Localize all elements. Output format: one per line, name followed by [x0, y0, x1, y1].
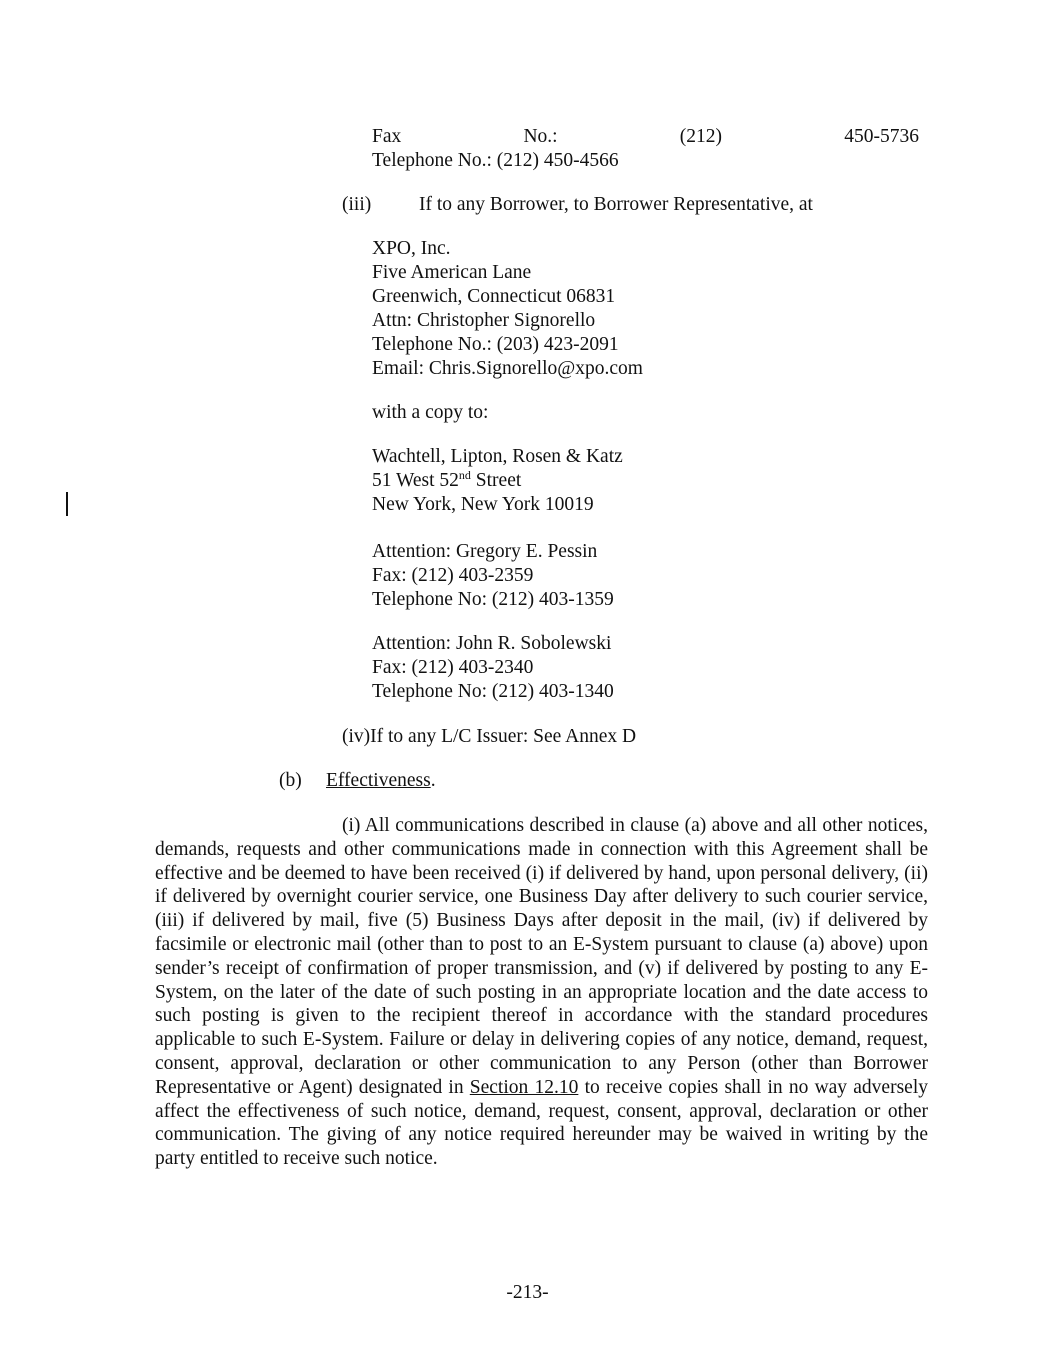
wachtell-street-name: Street [470, 470, 522, 491]
wachtell-street-number: 51 West 52 [372, 470, 459, 491]
contact-sobolewski [372, 632, 614, 704]
fax-line [372, 125, 919, 149]
contact-telephone: Telephone No: (212) 403-1340 [372, 681, 614, 702]
xpo-email: Email: Chris.Signorello@xpo.com [372, 358, 643, 379]
contact-fax: Fax: (212) 403-2340 [372, 657, 534, 678]
effectiveness-heading: Effectiveness [326, 770, 431, 791]
paragraph-text-1: (i) All communications described in clause (a) above and all other notices, demands, requests and other communications made in connection with this Agreement shall be effective and be deemed to have been received (i) if delivered by hand, upon personal delivery, (ii) if delivered by overnight courier service, one Business Day after delivery to such courier service, (iii) if delivered by mail, five (5) Business Days after deposit in the mail, (iv) if delivered by facsimile or electronic mail (other than to post to an E-System pursuant to clause (a) above) upon sender’s receipt of confirmation of proper transmission, and (v) if delivered by posting to any E-System, on the later of the date of such posting in an appropriate location and the date access to such posting is given to the recipient thereof in accordance with the standard procedures applicable to such E-System. Failure or delay in delivering copies of any notice, demand, request, consent, approval, declaration or other communication to any Person (other than Borrower Representative or Agent) designated in [155, 815, 928, 1098]
item-iii-label: (iii) [342, 194, 372, 215]
section-b-label: (b) [279, 770, 302, 791]
contact-fax: Fax: (212) 403-2359 [372, 565, 534, 586]
contact-attention: Attention: John R. Sobolewski [372, 633, 612, 654]
revision-change-bar [66, 492, 68, 516]
contact-telephone: Telephone No: (212) 403-1359 [372, 589, 614, 610]
section-reference: Section 12.10 [469, 1076, 579, 1098]
contact-pessin [372, 540, 614, 612]
item-iii-text: If to any Borrower, to Borrower Representative, at [419, 194, 813, 215]
section-b-heading [326, 769, 436, 793]
contact-attention: Attention: Gregory E. Pessin [372, 541, 598, 562]
effectiveness-paragraph [155, 814, 928, 1171]
fax-number: 450-5736 [844, 126, 919, 147]
ordinal-suffix: nd [458, 468, 471, 482]
xpo-attn: Attn: Christopher Signorello [372, 310, 596, 331]
fax-no-label: No.: [523, 126, 558, 147]
copy-label: with a copy to: [372, 402, 489, 423]
xpo-address [372, 237, 643, 381]
wachtell-city: New York, New York 10019 [372, 494, 594, 515]
item-iv: (iv)If to any L/C Issuer: See Annex D [342, 726, 637, 747]
paragraph-text-2: to receive copies shall in no way adversely affect the effectiveness of such notice, demand, request, consent, approval, declaration or other communication. The giving of any notice required hereunder may be waived in writing by the party entitled to receive such notice. [155, 1076, 928, 1170]
xpo-telephone: Telephone No.: (203) 423-2091 [372, 334, 619, 355]
page-number: -213- [506, 1282, 549, 1303]
xpo-city: Greenwich, Connecticut 06831 [372, 286, 616, 307]
fax-label: Fax [372, 126, 402, 147]
heading-period: . [430, 770, 436, 791]
xpo-name: XPO, Inc. [372, 238, 451, 259]
wachtell-street [372, 469, 623, 493]
wachtell-name: Wachtell, Lipton, Rosen & Katz [372, 446, 623, 467]
wachtell-address [372, 445, 623, 517]
telephone-line: Telephone No.: (212) 450-4566 [372, 150, 619, 171]
fax-area-code: (212) [679, 126, 723, 147]
xpo-street: Five American Lane [372, 262, 532, 283]
